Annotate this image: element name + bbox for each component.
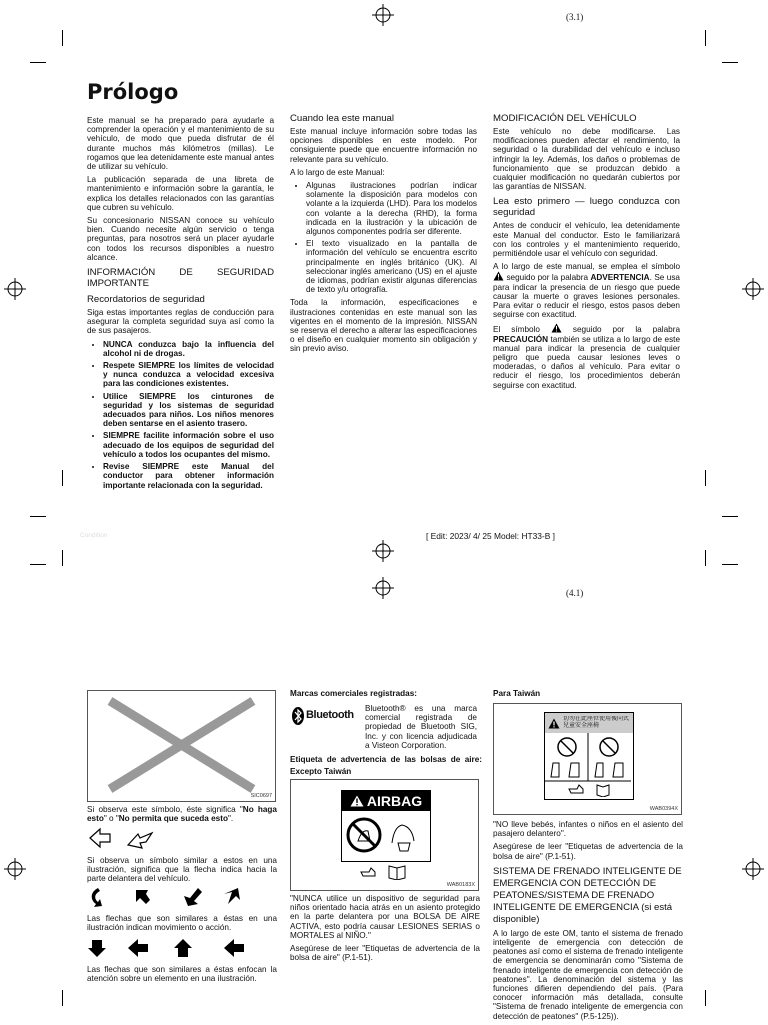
registration-mark-icon [742, 278, 764, 300]
child-seat-prohibited-icon [342, 811, 428, 859]
list-item: • Revise SIEMPRE este Manual del conductor para obtener información importante relacionada con la seguridad. [103, 462, 274, 490]
section-heading: SISTEMA DE FRENADO INTELIGENTE DE EMERGENCIA CON DETECCIÓN DE PEATONES/SISTEMA DE FRENADO INTELIGENTE DE EMERGENCIA (si está disponible) [493, 865, 682, 925]
figure-code: SIC0697 [250, 793, 272, 799]
paragraph: La publicación separada de una libreta de mantenimiento e información sobre la garantía, le explica los detalles relacionados con las garantías que cubren su vehículo. [87, 175, 274, 212]
bluetooth-description: Bluetooth® es una marca comercial registrada de propiedad de Bluetooth SIG, Inc. y con licencia adjudicada a Visteon Corporation. [365, 704, 477, 750]
page-title: Prólogo [87, 80, 179, 104]
child-seat-prohibited-icon [545, 733, 631, 797]
registration-mark-icon [742, 858, 764, 880]
prohibition-figure [87, 690, 276, 802]
front-arrows-icon [88, 826, 188, 850]
read-manual-icon [359, 864, 409, 880]
page-number: (4.1) [566, 588, 584, 598]
page-number: (3.1) [566, 12, 584, 22]
list-item: • Respete SIEMPRE los límites de velocidad y nunca conduzca a velocidad excesiva para las condiciones existentes. [103, 361, 274, 389]
manual-notes-list [290, 181, 477, 294]
airbag-label [341, 790, 431, 862]
bottom-column-1b [87, 856, 277, 888]
list-item: • El texto visualizado en la pantalla de información del vehículo se encuentra escrito principalmente en inglés británico (UK). Al seleccionar inglés americano (US) en el ajuste de idiomas, podrían existir algunas diferencias de texto y/u ortografía. [306, 239, 477, 294]
column-1 [87, 116, 274, 494]
warning-triangle-icon [493, 271, 504, 281]
registration-mark-icon [372, 577, 394, 599]
bluetooth-icon [292, 707, 304, 725]
warning-paragraph: A lo largo de este manual, se emplea el símbolo seguido por la palabra ADVERTENCIA. Se usa para indicar la presencia de un riesgo que puede causar la muerte o graves lesiones personales. Para evitar o reducir el riesgo, estos pasos deben seguirse con exactitud. [493, 262, 680, 320]
bottom-column-1 [87, 805, 277, 827]
paragraph: Asegúrese de leer "Etiquetas de advertencia de la bolsa de aire" (P.1-51). [290, 944, 480, 963]
paragraph: Si observa un símbolo similar a estos en una ilustración, significa que la flecha indica hacia la parte delantera del vehículo. [87, 856, 277, 884]
paragraph: Su concesionario NISSAN conoce su vehículo bien. Cuando necesite algún servicio o tenga preguntas, para nosotros será un placer ayudarle con todos los recursos disponibles a nuestro alcance. [87, 216, 274, 262]
column-2 [290, 113, 477, 358]
paragraph: Las flechas que son similares a éstas en una ilustración indican movimiento o acción. [87, 914, 277, 933]
taiwan-header: 切勿在此座位使用後向式兒童安全座椅 [545, 713, 633, 733]
bluetooth-logo: Bluetooth [292, 706, 358, 726]
list-item: • SIEMPRE facilite información sobre el uso adecuado de los equipos de seguridad del vehículo a todos los ocupantes del mismo. [103, 431, 274, 459]
paragraph: Siga estas importantes reglas de conducción para asegurar la completa seguridad suya así como la de sus pasajeros. [87, 308, 274, 336]
do-not-cross-icon [88, 691, 275, 801]
section-heading: MODIFICACIÓN DEL VEHÍCULO [493, 113, 637, 124]
taiwan-label-figure [493, 703, 682, 815]
edit-info: [ Edit: 2023/ 4/ 25 Model: HT33-B ] [426, 531, 555, 541]
faint-label: Condition [80, 532, 108, 539]
bottom-column-2b [290, 894, 480, 966]
airbag-header: AIRBAG [342, 791, 430, 811]
section-heading: INFORMACIÓN DE SEGURIDAD IMPORTANTE [87, 267, 274, 290]
paragraph: Asegúrese de leer "Etiquetas de advertencia de la bolsa de aire" (P.1-51). [493, 842, 683, 861]
list-item: • Algunas ilustraciones podrían indicar solamente la disposición para modelos con volante a la izquierda (LHD). Para los modelos con volante a la derecha (RHD), la forma indicada en la ilustración y la ubicación de algunos componentes podría ser diferente. [306, 181, 477, 236]
subsection-heading: Para Taiwán [493, 689, 541, 698]
paragraph: Este manual incluye información sobre todas las opciones disponibles en este modelo. Por consiguiente puede que encuentre información no relevante para su vehículo. [290, 127, 477, 164]
registration-mark-icon [372, 540, 394, 562]
paragraph: A lo largo de este Manual: [290, 167, 385, 177]
caution-paragraph: El símbolo seguido por la palabra PRECAUCIÓN también se utiliza a lo largo de este manual para indicar la presencia de cualquier peligro que pueda causar lesiones leves o moderadas, o daños al vehículo. Para evitar o reducir el riesgo, los procedimientos deberán seguirse con exactitud. [493, 325, 681, 390]
focus-arrows-icon [88, 938, 248, 958]
paragraph: Si observa este símbolo, éste significa "No haga esto" o "No permita que suceda esto". [87, 805, 277, 824]
subsection-heading: Cuando lea este manual [290, 113, 395, 124]
airbag-label-figure [290, 779, 479, 891]
bottom-column-1c [87, 914, 277, 936]
figure-code: WAB0394X [649, 806, 678, 812]
airbag-heading: Etiqueta de advertencia de las bolsas de aire: Excepto Taiwán [290, 755, 482, 776]
paragraph: "NO lleve bebés, infantes o niños en el asiento del pasajero delantero". [493, 820, 683, 839]
subsection-heading: Marcas comerciales registradas: [290, 689, 417, 698]
warning-triangle-icon [548, 718, 560, 729]
paragraph: Antes de conducir el vehículo, lea detenidamente este Manual del conductor. Esto le familiarizará con los controles y el mantenimiento requerido, permitiéndole usar el vehículo con seguridad. [493, 221, 680, 259]
paragraph: "NUNCA utilice un dispositivo de seguridad para niños orientado hacia atrás en un asiento protegido en la parte delantera por una BOLSA DE AIRE ACTIVA, esto podría causar LESIONES SERIAS o MORTALES al NIÑO." [290, 894, 480, 940]
registration-mark-icon [4, 278, 26, 300]
subsection-heading: Lea esto primero — luego conduzca con seguridad [493, 196, 680, 219]
warning-triangle-icon [350, 795, 364, 807]
registration-mark-icon [4, 858, 26, 880]
bottom-column-1d [87, 965, 277, 987]
paragraph: Este vehículo no debe modificarse. Las modificaciones pueden afectar el rendimiento, la seguridad o la durabilidad del vehículo e incluso infringir la ley. Además, los daños o problemas de funcionamiento que se produzcan debido a cualquier modificación no quedarán cubiertos por las garantías de NISSAN. [493, 127, 680, 192]
paragraph: Toda la información, especificaciones e ilustraciones contenidas en este manual son las vigentes en el momento de la impresión. NISSAN se reserva el derecho a alterar las especificaciones o el diseño en cualquier momento sin obligación y sin previo aviso. [290, 298, 477, 354]
registration-mark-icon [372, 4, 394, 26]
paragraph: Este manual se ha preparado para ayudarle a comprender la operación y el mantenimiento de su vehículo, de modo que pueda disfrutar de él durante muchos más kilómetros (millas). Le rogamos que lea detenidamente este manual antes de utilizar su vehículo. [87, 116, 274, 172]
bottom-column-2 [290, 689, 480, 704]
taiwan-label [544, 712, 634, 800]
safety-list [87, 340, 274, 490]
column-3 [493, 113, 680, 394]
paragraph: Las flechas que son similares a éstas enfocan la atención sobre un elemento en una ilustración. [87, 965, 277, 984]
bottom-column-3 [493, 820, 683, 1025]
list-item: • Utilice SIEMPRE los cinturones de seguridad y los sistemas de seguridad adecuados para niños. Los niños menores deben sentarse en el asiento trasero. [103, 392, 274, 429]
paragraph: A lo largo de este OM, tanto el sistema de frenado inteligente de emergencia con detección de peatones así como el sistema de frenado inteligente de emergencia se denominarán como "Sistema de frenado inteligente de emergencia con detección de peatones". La denominación del sistema y las funciones difieren dependiendo del país. (Para conocer información más detallada, consulte "Sistema de frenado inteligente de emergencia con detección de peatones" (P.5-125)). [493, 928, 683, 1021]
subsection-heading: Recordatorios de seguridad [87, 294, 205, 306]
figure-code: WAB0183X [446, 882, 475, 888]
caution-triangle-icon [551, 323, 562, 333]
movement-arrows-icon [88, 886, 248, 908]
list-item: • NUNCA conduzca bajo la influencia del alcohol ni de drogas. [103, 340, 274, 358]
